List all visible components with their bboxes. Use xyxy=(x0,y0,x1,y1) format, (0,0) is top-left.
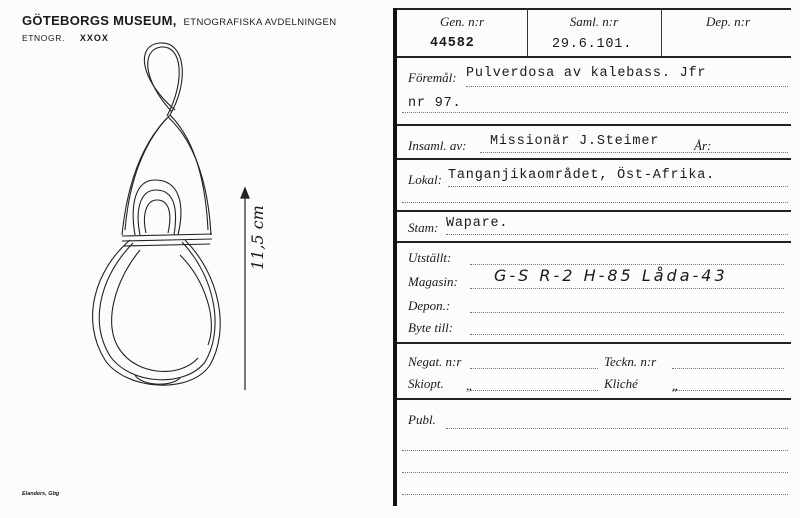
dotted-line xyxy=(402,494,788,495)
rule-4 xyxy=(397,241,791,243)
saml-label: Saml. n:r xyxy=(569,14,619,29)
skiopt-label: Skiopt. xyxy=(408,376,444,391)
struck-out-text: XXOX xyxy=(79,33,109,43)
dotted-line xyxy=(402,112,788,113)
stam-value: Wapare. xyxy=(446,216,509,231)
dotted-line xyxy=(402,202,788,203)
byte-label: Byte till: xyxy=(408,320,454,335)
dotted-line xyxy=(402,472,788,473)
dotted-line xyxy=(672,390,784,391)
catalog-prefix: ETNOGR. xyxy=(22,33,65,43)
printer-mark: Elanders, Gbg xyxy=(22,491,60,497)
rule-5 xyxy=(397,342,791,344)
dotted-line xyxy=(470,368,598,369)
foremal-label: Föremål: xyxy=(408,70,457,85)
header-rule xyxy=(397,56,791,58)
dotted-line xyxy=(470,312,784,313)
foremal-value-line1: Pulverdosa av kalebass. Jfr xyxy=(466,66,707,81)
dotted-line xyxy=(448,186,788,187)
lokal-label: Lokal: xyxy=(408,172,442,187)
foremal-value-line2: nr 97. xyxy=(408,96,462,111)
insaml-label: Insaml. av: xyxy=(408,138,467,153)
lokal-value: Tanganjikaområdet, Öst-Afrika. xyxy=(448,168,716,183)
museum-name: GÖTEBORGS MUSEUM, xyxy=(22,13,177,28)
dotted-line xyxy=(466,86,788,87)
teckn-label: Teckn. n:r xyxy=(604,354,657,369)
card-divider xyxy=(393,8,397,506)
dotted-line xyxy=(446,428,788,429)
ar-label: År: xyxy=(694,138,712,153)
dep-label: Dep. n:r xyxy=(705,14,751,29)
rule-3 xyxy=(397,210,791,212)
rule-2 xyxy=(397,158,791,160)
dotted-line xyxy=(480,152,788,153)
dotted-line xyxy=(470,264,784,265)
department-name: ETNOGRAFISKA AVDELNINGEN xyxy=(183,17,337,28)
gen-label: Gen. n:r xyxy=(439,14,485,29)
col-divider-2 xyxy=(661,8,662,56)
depon-label: Depon.: xyxy=(408,298,451,313)
negat-label: Negat. n:r xyxy=(408,354,462,369)
magasin-label: Magasin: xyxy=(408,274,458,289)
dotted-line xyxy=(470,334,784,335)
gen-value: 44582 xyxy=(430,36,475,51)
kliche-ditto: „ xyxy=(672,378,680,393)
dotted-line xyxy=(470,390,598,391)
dotted-line xyxy=(672,368,784,369)
dotted-line xyxy=(446,234,788,235)
dotted-line xyxy=(470,288,784,289)
stam-label: Stam: xyxy=(408,220,439,235)
insaml-value: Missionär J.Steimer xyxy=(490,134,660,149)
museum-header xyxy=(22,13,337,28)
publ-label: Publ. xyxy=(408,412,436,427)
magasin-value: G-S R-2 H-85 Låda-43 xyxy=(494,266,728,285)
kliche-label: Kliché xyxy=(604,376,638,391)
saml-value: 29.6.101. xyxy=(552,37,633,52)
rule-1 xyxy=(397,124,791,126)
dotted-line xyxy=(402,450,788,451)
utstallt-label: Utställt: xyxy=(408,250,452,265)
top-border xyxy=(397,8,791,10)
col-divider-1 xyxy=(527,8,528,56)
skiopt-ditto: „ xyxy=(466,378,474,393)
measurement-label: 11,5 cm xyxy=(248,205,267,270)
rule-6 xyxy=(397,398,791,400)
